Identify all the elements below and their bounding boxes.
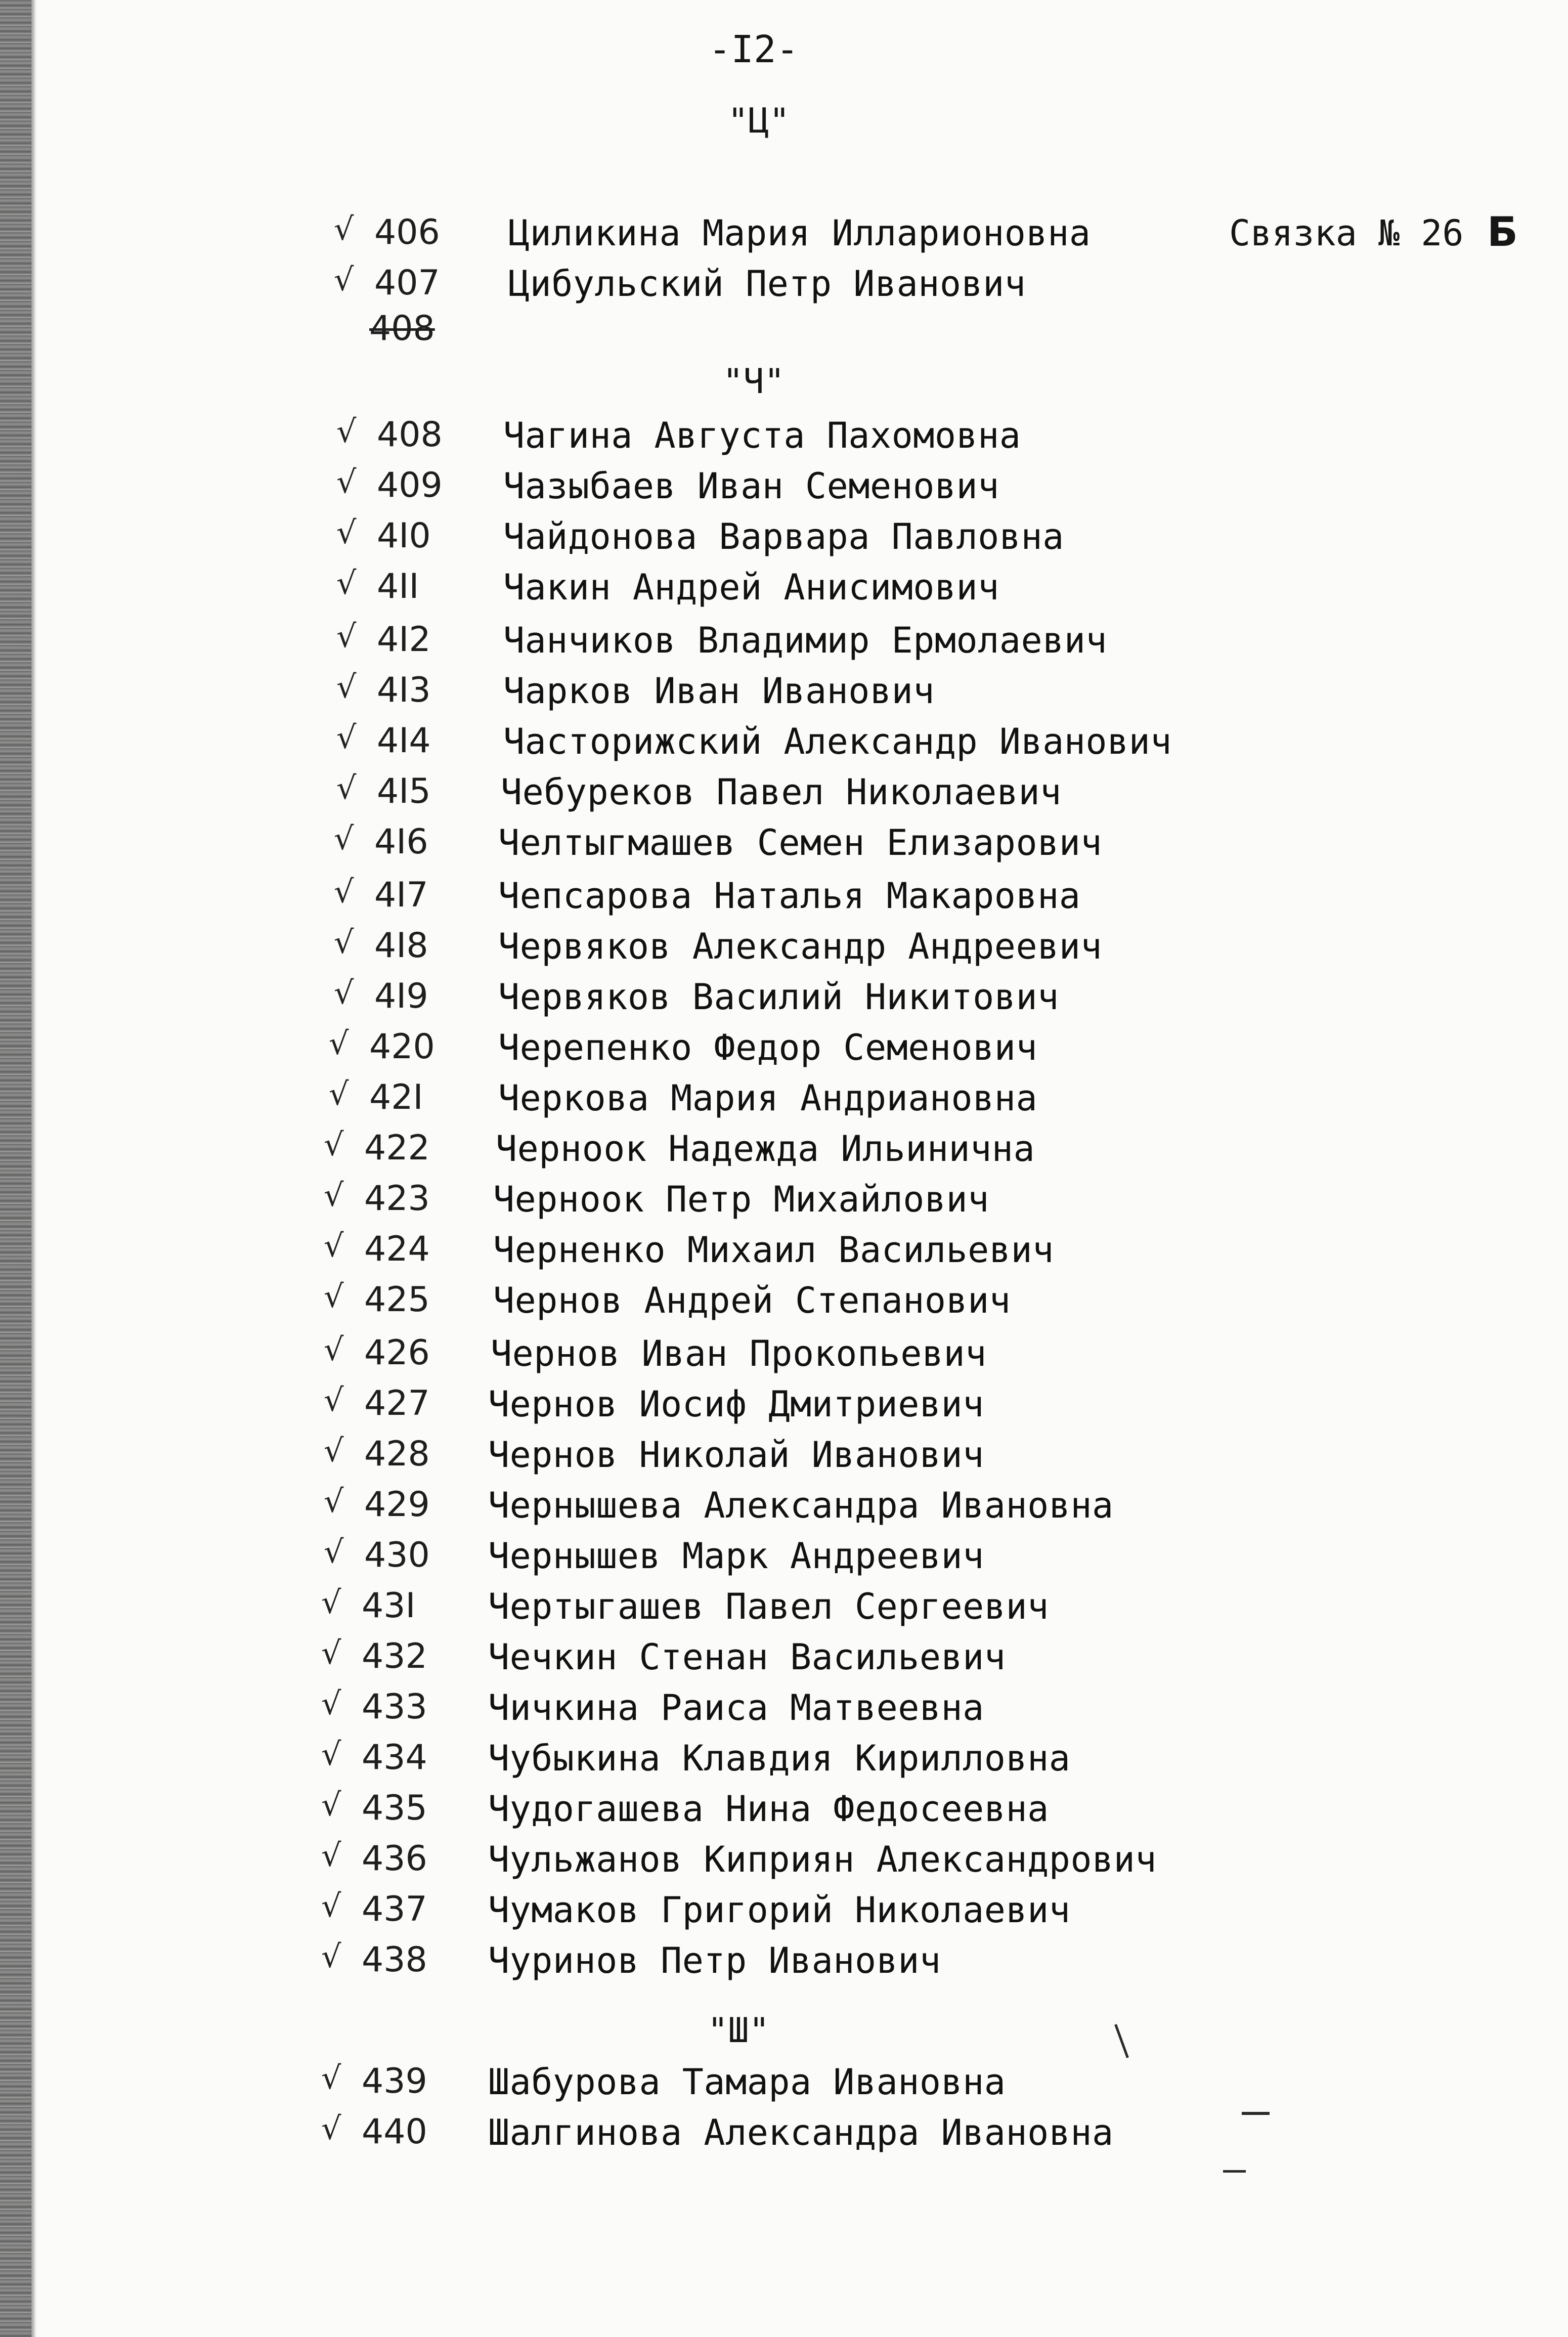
- entry-number: 4I6: [374, 822, 428, 862]
- check-mark: √: [321, 1736, 341, 1772]
- entry-number: 425: [364, 1280, 430, 1320]
- check-mark: √: [324, 1381, 344, 1418]
- check-mark: √: [336, 413, 357, 450]
- entry-row: [0, 1179, 1568, 1224]
- entry-row: [0, 620, 1568, 665]
- page-number: -I2-: [708, 28, 799, 71]
- entry-row: [0, 1586, 1568, 1631]
- check-mark: √: [324, 1177, 344, 1214]
- entry-name: Черненко Михаил Васильевич: [493, 1229, 1054, 1271]
- check-mark: √: [321, 1938, 341, 1975]
- check-mark: √: [336, 463, 357, 500]
- check-mark: √: [336, 565, 357, 601]
- check-mark: √: [321, 1685, 341, 1722]
- entry-number: 408: [369, 309, 435, 349]
- check-mark: √: [321, 1887, 341, 1924]
- entry-row: [0, 415, 1568, 460]
- entry-name: Чуринов Петр Иванович: [488, 1940, 941, 1981]
- entry-number: 4I0: [377, 516, 431, 556]
- entry-name: Червяков Александр Андреевич: [498, 926, 1103, 967]
- entry-row: [0, 1485, 1568, 1530]
- section-letter-sh: "Ш": [707, 2011, 770, 2051]
- entry-number: 4I8: [374, 926, 428, 966]
- entry-name: Челтыгмашев Семен Елизарович: [498, 822, 1103, 863]
- check-mark: √: [336, 618, 357, 655]
- entry-row: [0, 976, 1568, 1022]
- entry-number: 438: [362, 1940, 427, 1980]
- entry-row: [0, 771, 1568, 817]
- entry-number: 4I4: [377, 721, 431, 761]
- entry-number: 430: [364, 1535, 430, 1575]
- check-mark: √: [321, 1584, 341, 1621]
- stray-mark: [1242, 2112, 1270, 2115]
- entry-number: 424: [364, 1229, 430, 1269]
- entry-number: 407: [374, 263, 440, 303]
- check-mark: √: [324, 1331, 344, 1368]
- check-mark: √: [324, 1483, 344, 1520]
- entry-number: 429: [364, 1485, 430, 1525]
- check-mark: √: [329, 1025, 349, 1062]
- entry-number: 408: [377, 415, 443, 455]
- entry-number: 423: [364, 1179, 430, 1219]
- entry-number: 439: [362, 2061, 427, 2101]
- entry-number: 434: [362, 1738, 427, 1778]
- entry-name: Чанчиков Владимир Ермолаевич: [503, 620, 1108, 661]
- entry-name: Цибульский Петр Иванович: [508, 263, 1026, 305]
- entry-row: [0, 721, 1568, 766]
- entry-name: Чарков Иван Иванович: [503, 670, 935, 712]
- check-mark: √: [321, 2110, 341, 2147]
- entry-name: Чульжанов Киприян Александрович: [488, 1839, 1157, 1880]
- entry-number: 436: [362, 1839, 427, 1879]
- entry-name: Шабурова Тамара Ивановна: [488, 2061, 1006, 2103]
- entry-name: Часторижский Александр Иванович: [503, 721, 1172, 762]
- entry-number: 420: [369, 1027, 435, 1067]
- entry-number: 428: [364, 1434, 430, 1474]
- entry-row: [0, 1280, 1568, 1325]
- entry-row: [0, 926, 1568, 971]
- entry-name: Черкова Мария Андриановна: [498, 1077, 1038, 1119]
- check-mark: √: [336, 668, 357, 705]
- check-mark: √: [334, 873, 354, 910]
- entry-name: Чернышева Александра Ивановна: [488, 1485, 1114, 1526]
- check-mark: √: [336, 514, 357, 551]
- entry-row: [0, 1788, 1568, 1834]
- entry-name: Черноок Надежда Ильинична: [496, 1128, 1035, 1170]
- entry-row: [0, 1535, 1568, 1581]
- entry-number: 4I9: [374, 976, 428, 1016]
- entry-name: Чернов Иосиф Дмитриевич: [488, 1383, 984, 1425]
- entry-row: [0, 567, 1568, 612]
- entry-name: Чагина Августа Пахомовна: [503, 415, 1021, 456]
- entry-name: Чазыбаев Иван Семенович: [503, 465, 999, 507]
- entry-number: 43I: [362, 1586, 416, 1626]
- entry-number: 409: [377, 465, 443, 505]
- bundle-label: Связка № 26: [1229, 212, 1464, 254]
- check-mark: √: [334, 210, 354, 247]
- entry-row: [0, 1128, 1568, 1174]
- entry-number: 422: [364, 1128, 430, 1168]
- entry-name: Шалгинова Александра Ивановна: [488, 2112, 1114, 2153]
- entry-row: [0, 1333, 1568, 1378]
- entry-number: 4II: [377, 567, 419, 607]
- entry-number: 4I2: [377, 620, 431, 660]
- entry-row: [0, 263, 1568, 309]
- entry-name: Чертыгашев Павел Сергеевич: [488, 1586, 1049, 1627]
- entry-row: [0, 670, 1568, 716]
- entry-name: Чернов Андрей Степанович: [493, 1280, 1011, 1321]
- entry-row: [0, 465, 1568, 511]
- section-letter-ts: "Ц": [727, 101, 790, 141]
- entry-name: Циликина Мария Илларионовна: [508, 212, 1091, 254]
- entry-row: [0, 1027, 1568, 1072]
- entry-name: Чернышев Марк Андреевич: [488, 1535, 984, 1577]
- stray-mark: [1223, 2170, 1246, 2173]
- check-mark: √: [329, 1075, 349, 1112]
- entry-name: Чудогашева Нина Федосеевна: [488, 1788, 1049, 1830]
- entry-row: [0, 1077, 1568, 1123]
- entry-name: Чакин Андрей Анисимович: [503, 567, 999, 608]
- entry-number: 4I3: [377, 670, 431, 710]
- check-mark: √: [324, 1533, 344, 1570]
- entry-row: [0, 309, 1568, 354]
- entry-name: Червяков Василий Никитович: [498, 976, 1059, 1018]
- check-mark: √: [334, 924, 354, 961]
- entry-name: Чепсарова Наталья Макаровна: [498, 875, 1081, 917]
- check-mark: √: [336, 769, 357, 806]
- entry-row: [0, 1229, 1568, 1275]
- stray-mark: [1114, 2024, 1129, 2058]
- check-mark: √: [336, 719, 357, 756]
- entry-name: Чечкин Стенан Васильевич: [488, 1636, 1006, 1678]
- bundle-handwritten-mark: Б: [1487, 208, 1512, 255]
- entry-row: [0, 1636, 1568, 1682]
- entry-number: 440: [362, 2112, 427, 2152]
- entry-number: 437: [362, 1889, 427, 1929]
- entry-name: Черноок Петр Михайлович: [493, 1179, 989, 1220]
- check-mark: √: [334, 820, 354, 857]
- entry-name: Чебуреков Павел Николаевич: [501, 771, 1062, 813]
- entry-number: 435: [362, 1788, 427, 1828]
- entry-number: 432: [362, 1636, 427, 1676]
- entry-row: [0, 1738, 1568, 1783]
- entry-row: [0, 1940, 1568, 1985]
- entry-row: [0, 2112, 1568, 2157]
- entry-row: [0, 516, 1568, 561]
- check-mark: √: [324, 1227, 344, 1264]
- entry-number: 4I7: [374, 875, 428, 915]
- check-mark: √: [321, 1634, 341, 1671]
- entry-number: 426: [364, 1333, 430, 1373]
- entry-name: Чубыкина Клавдия Кирилловна: [488, 1738, 1071, 1779]
- entry-row: [0, 1839, 1568, 1884]
- entry-row: [0, 875, 1568, 921]
- check-mark: √: [324, 1432, 344, 1469]
- check-mark: √: [334, 974, 354, 1011]
- entry-number: 433: [362, 1687, 427, 1727]
- check-mark: √: [321, 2059, 341, 2096]
- entry-name: Черепенко Федор Семенович: [498, 1027, 1038, 1068]
- entry-row: [0, 822, 1568, 868]
- entry-row: [0, 1434, 1568, 1480]
- entry-number: 427: [364, 1383, 430, 1423]
- check-mark: √: [324, 1126, 344, 1163]
- entry-row: [0, 1687, 1568, 1733]
- entry-name: Чернов Николай Иванович: [488, 1434, 984, 1476]
- entry-name: Чайдонова Варвара Павловна: [503, 516, 1064, 557]
- section-letter-ch: "Ч": [722, 362, 785, 402]
- entry-name: Чумаков Григорий Николаевич: [488, 1889, 1071, 1931]
- entry-number: 406: [374, 212, 440, 252]
- entry-number: 4I5: [377, 771, 431, 811]
- entry-row: [0, 1889, 1568, 1935]
- check-mark: √: [334, 261, 354, 298]
- entry-row: [0, 1383, 1568, 1429]
- entry-row: [0, 212, 1568, 258]
- check-mark: √: [321, 1837, 341, 1874]
- entry-row: [0, 2061, 1568, 2107]
- entry-name: Чичкина Раиса Матвеевна: [488, 1687, 984, 1728]
- entry-name: Чернов Иван Прокопьевич: [491, 1333, 987, 1374]
- entry-number: 42I: [369, 1077, 423, 1117]
- check-mark: √: [321, 1786, 341, 1823]
- check-mark: √: [324, 1278, 344, 1315]
